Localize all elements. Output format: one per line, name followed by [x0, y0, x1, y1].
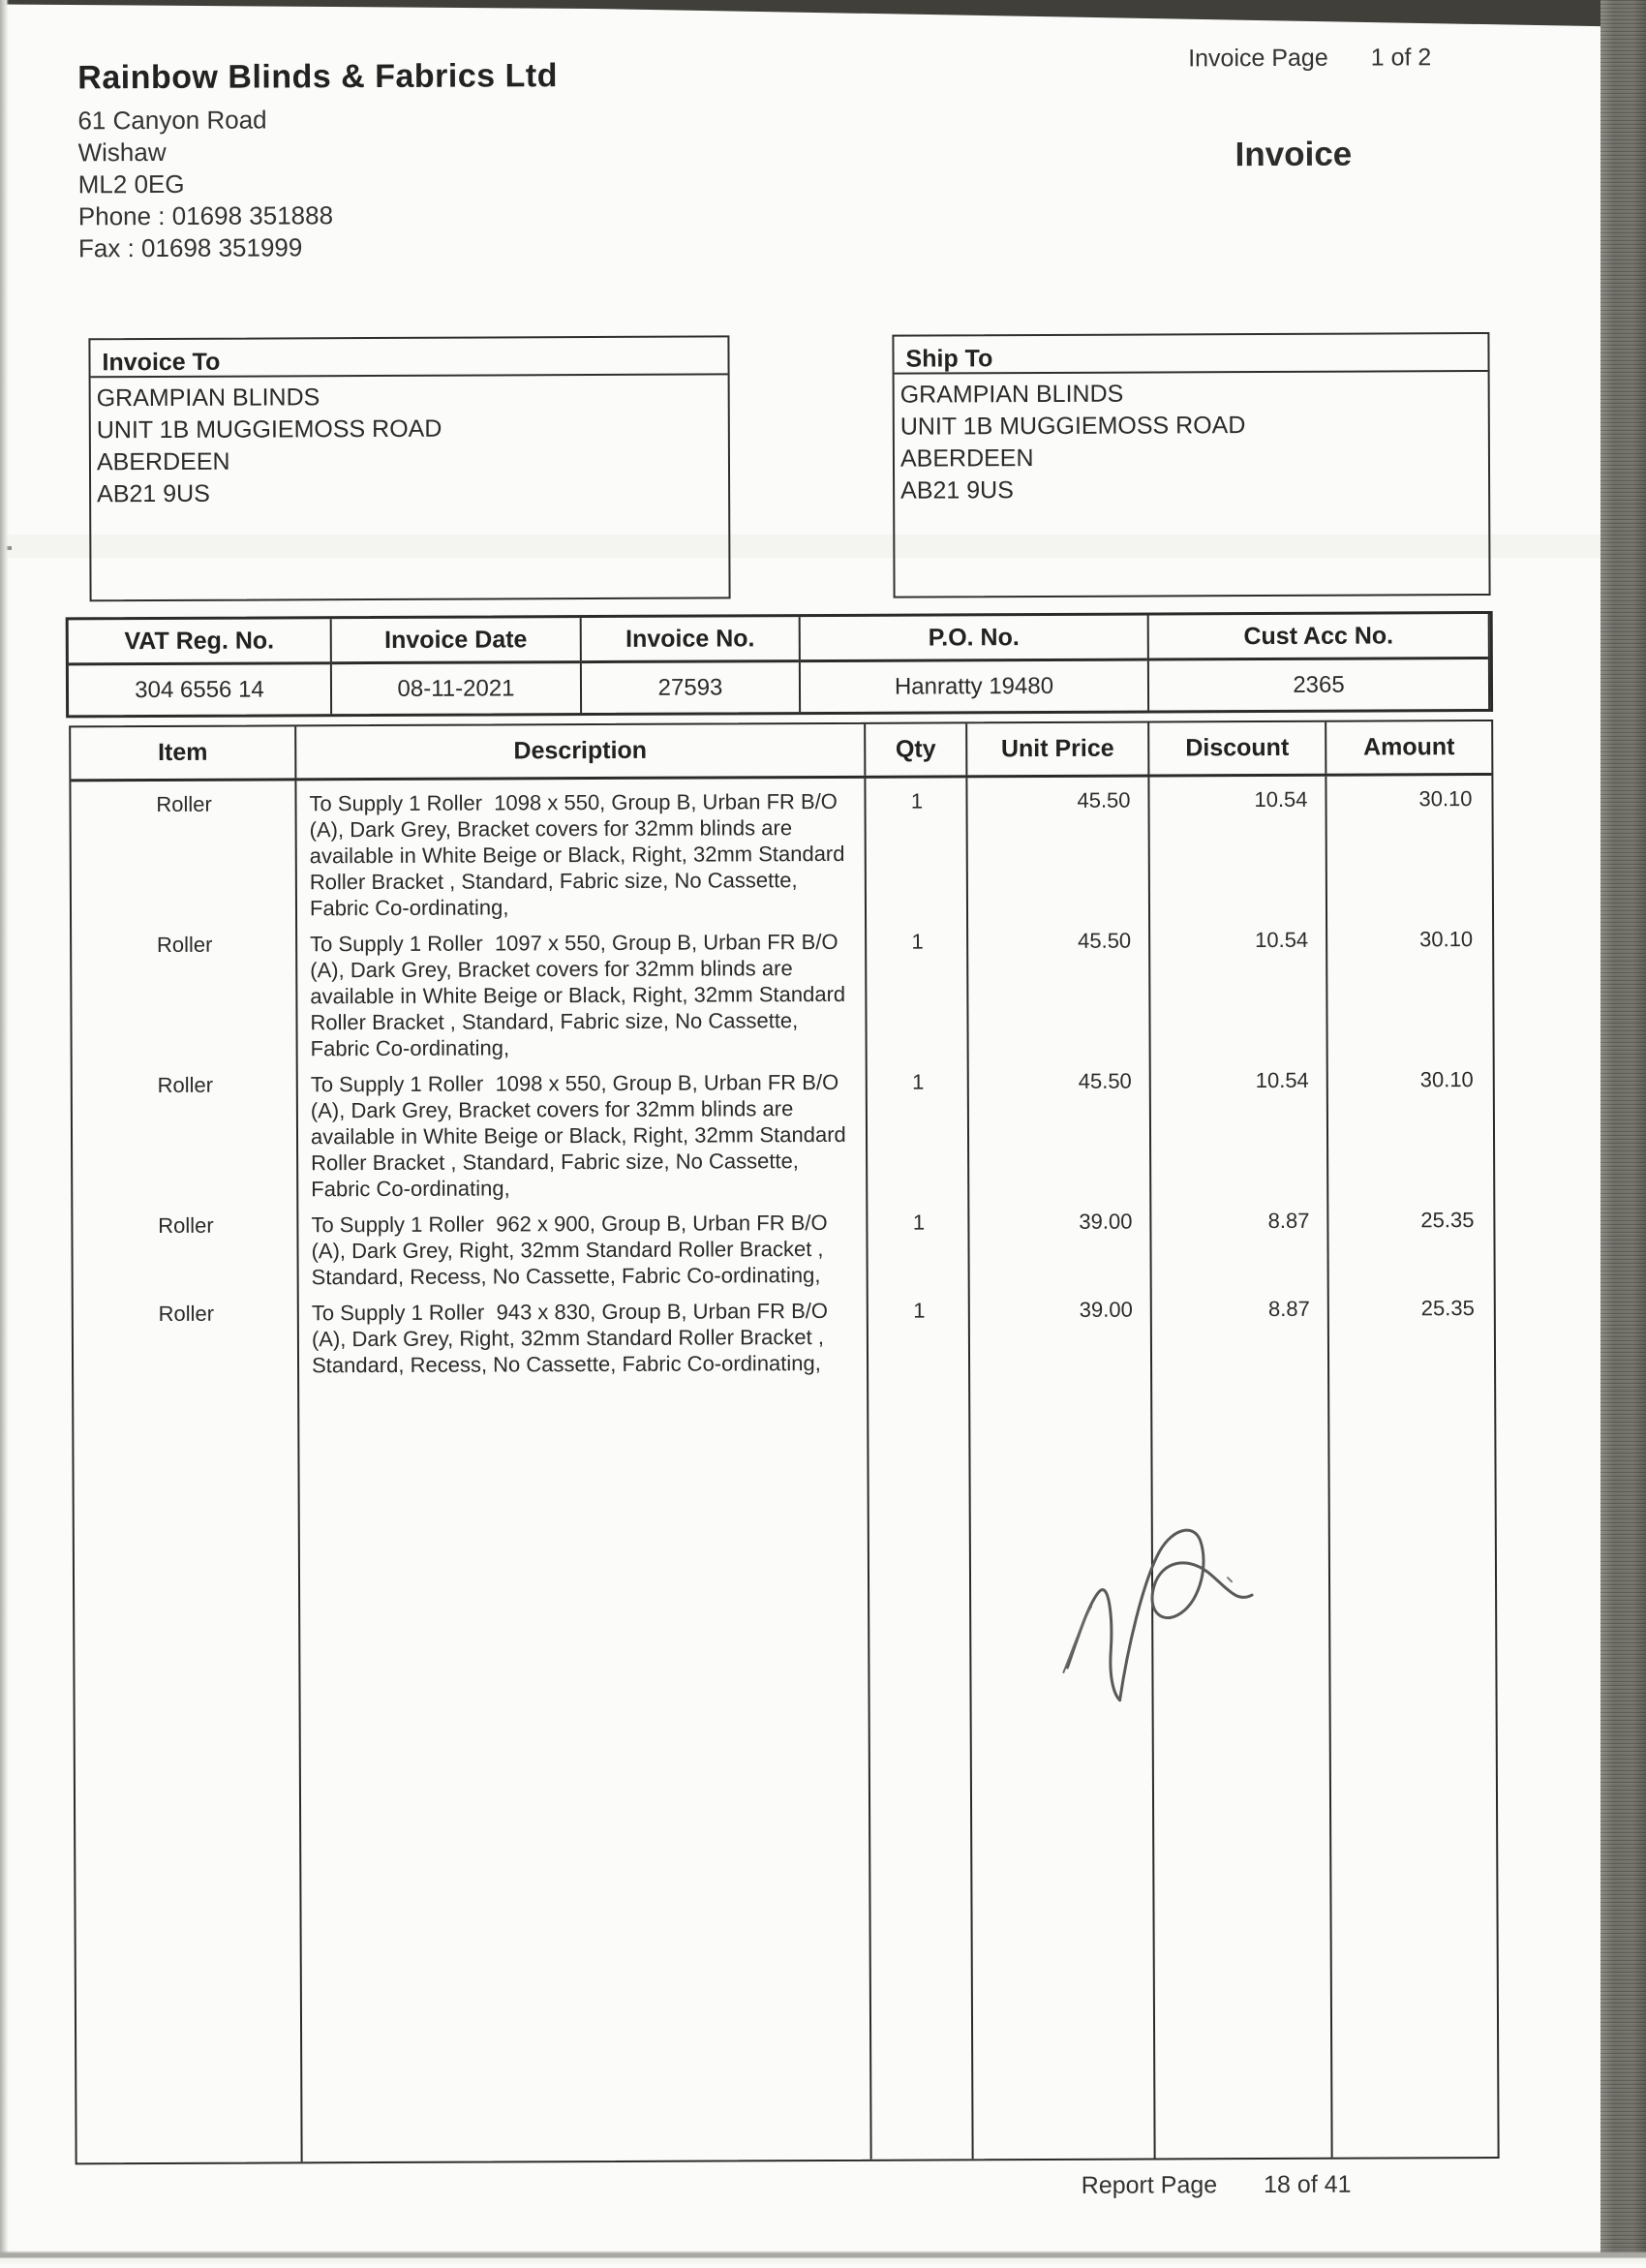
- qty-cell: 1: [911, 929, 924, 954]
- column-header-qty: Qty: [866, 723, 967, 775]
- unit-price-cell: 45.50: [1078, 928, 1132, 953]
- qty-cell: 1: [912, 1069, 925, 1094]
- column-header-item: Item: [71, 726, 296, 779]
- meta-value-cell: Hanratty 19480: [894, 672, 1054, 700]
- column-header-discount: Discount: [1149, 722, 1326, 775]
- description-cell: To Supply 1 Roller 1098 x 550, Group B, Urban FR B/O (A), Dark Grey, Bracket covers for 32mm blinds are available in White Beige or Black, Right, 32mm Standard Roller Bracket , Standard, Fabric size, No Cassette, Fabric Co-ordinating,: [310, 1069, 852, 1202]
- items-table-body: [71, 776, 1497, 2162]
- discount-cell: 10.54: [1254, 786, 1308, 812]
- amount-cell: 30.10: [1419, 927, 1474, 952]
- meta-column: [1149, 614, 1490, 711]
- invoice-to-address: GRAMPIAN BLINDS UNIT 1B MUGGIEMOSS ROAD ABERDEEN AB21 9US: [96, 383, 442, 508]
- table-row: [72, 916, 1493, 1062]
- invoice-meta-table: [66, 611, 1493, 718]
- invoice-page-indicator: [1188, 44, 1431, 73]
- unit-price-cell: 39.00: [1079, 1297, 1133, 1322]
- unit-price-cell: 45.50: [1077, 787, 1131, 812]
- meta-value-cell: 08-11-2021: [397, 674, 515, 702]
- invoice-to-box: [88, 335, 730, 601]
- item-cell: Roller: [156, 932, 213, 958]
- table-row: [73, 1197, 1493, 1291]
- ship-to-address: GRAMPIAN BLINDS UNIT 1B MUGGIEMOSS ROAD ABERDEEN AB21 9US: [899, 380, 1246, 505]
- qty-cell: 1: [910, 788, 924, 813]
- invoice-page-label: Invoice Page: [1188, 44, 1328, 73]
- meta-header-cell: Cust Acc No.: [1149, 614, 1488, 661]
- meta-column: [332, 618, 582, 714]
- report-page-label: Report Page: [1081, 2171, 1218, 2199]
- meta-value-cell: 2365: [1293, 671, 1345, 698]
- item-cell: Roller: [156, 791, 212, 817]
- invoice-to-label: Invoice To: [90, 337, 727, 378]
- items-header-row: [71, 721, 1491, 782]
- item-cell: Roller: [157, 1072, 214, 1097]
- discount-cell: 10.54: [1255, 1067, 1309, 1093]
- description-cell: To Supply 1 Roller 962 x 900, Group B, Urban FR B/O (A), Dark Grey, Right, 32mm Standard Roller Bracket , Standard, Recess, No Cassette, Fabric Co-ordinating,: [311, 1210, 834, 1290]
- report-page-value: 18 of 41: [1264, 2170, 1352, 2199]
- company-block: [77, 57, 559, 264]
- amount-cell: 25.35: [1420, 1208, 1475, 1233]
- discount-cell: 8.87: [1267, 1296, 1310, 1321]
- description-cell: To Supply 1 Roller 1098 x 550, Group B, Urban FR B/O (A), Dark Grey, Bracket covers for 32mm blinds are available in White Beige or Black, Right, 32mm Standard Roller Bracket , Standard, Fabric size, No Cassette, Fabric Co-ordinating,: [309, 788, 851, 921]
- company-address: 61 Canyon Road Wishaw ML2 0EG Phone : 01698 351888 Fax : 01698 351999: [77, 105, 334, 263]
- ship-to-box: [892, 332, 1490, 598]
- qty-cell: 1: [912, 1210, 926, 1235]
- table-row: [74, 1285, 1494, 1379]
- meta-value-cell: 304 6556 14: [135, 676, 264, 703]
- items-table: [69, 720, 1499, 2164]
- amount-cell: 30.10: [1419, 1067, 1474, 1092]
- unit-price-cell: 39.00: [1079, 1209, 1133, 1234]
- meta-column: [801, 616, 1149, 713]
- item-cell: Roller: [158, 1301, 215, 1326]
- meta-value-cell: 27593: [657, 673, 723, 701]
- unit-price-cell: 45.50: [1078, 1068, 1132, 1093]
- company-name: Rainbow Blinds & Fabrics Ltd: [77, 57, 559, 97]
- meta-column: [69, 619, 332, 715]
- report-page-indicator: [1082, 2171, 1352, 2200]
- meta-header-cell: P.O. No.: [801, 616, 1147, 663]
- meta-header-cell: Invoice No.: [582, 617, 799, 663]
- qty-cell: 1: [913, 1298, 926, 1323]
- column-header-unit-price: Unit Price: [967, 723, 1149, 776]
- page-title: Invoice: [1234, 135, 1353, 174]
- table-row: [71, 776, 1492, 922]
- amount-cell: 30.10: [1418, 786, 1473, 812]
- column-header-description: Description: [296, 724, 866, 779]
- column-header-amount: Amount: [1362, 733, 1455, 761]
- handwritten-signature-mark: [1038, 1494, 1271, 1757]
- table-row: [73, 1057, 1494, 1203]
- description-cell: To Supply 1 Roller 943 x 830, Group B, Urban FR B/O (A), Dark Grey, Right, 32mm Standard Roller Bracket , Standard, Recess, No Cassette, Fabric Co-ordinating,: [311, 1298, 835, 1378]
- meta-column: [582, 617, 801, 713]
- meta-header-cell: Invoice Date: [332, 618, 580, 664]
- invoice-page-value: 1 of 2: [1370, 44, 1432, 72]
- ship-to-label: Ship To: [894, 334, 1487, 375]
- description-cell: To Supply 1 Roller 1097 x 550, Group B, Urban FR B/O (A), Dark Grey, Bracket covers for 32mm blinds are available in White Beige or Black, Right, 32mm Standard Roller Bracket , Standard, Fabric size, No Cassette, Fabric Co-ordinating,: [310, 929, 852, 1061]
- discount-cell: 10.54: [1255, 927, 1309, 953]
- amount-cell: 25.35: [1420, 1296, 1475, 1321]
- item-cell: Roller: [158, 1212, 214, 1238]
- meta-header-cell: VAT Reg. No.: [69, 619, 330, 665]
- discount-cell: 8.87: [1267, 1208, 1310, 1233]
